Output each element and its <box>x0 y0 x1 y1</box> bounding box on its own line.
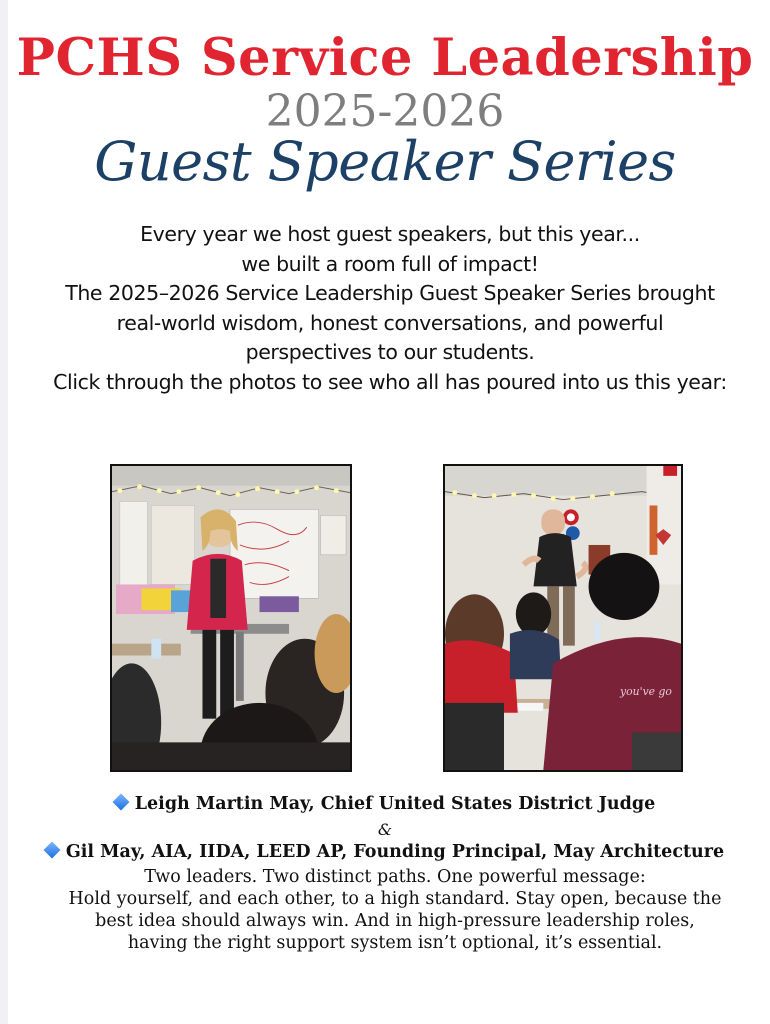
intro-line: perspectives to our students. <box>245 340 535 364</box>
intro-line: we built a room full of impact! <box>241 251 539 276</box>
message-text <box>30 866 760 954</box>
speaker-name-second: Gil May, AIA, IIDA, LEED AP, Founding Principal, May Architecture <box>65 842 725 862</box>
speaker-joiner: & <box>377 820 393 839</box>
speaker-line-second <box>0 842 770 862</box>
year-heading: 2025-2026 <box>265 86 505 137</box>
page-title: PCHS Service Leadership <box>16 28 754 88</box>
blue-diamond-icon <box>112 794 129 811</box>
intro-line: The 2025–2026 Service Leadership Guest Speaker Series brought <box>65 281 715 305</box>
message-line: Hold yourself, and each other, to a high standard. Stay open, because the <box>68 889 722 909</box>
message-line: best idea should always win. And in high-pressure leadership roles, <box>95 911 695 931</box>
message-line: having the right support system isn’t optional, it’s essential. <box>127 933 663 953</box>
series-heading: Guest Speaker Series <box>94 130 676 193</box>
speaker-photo-right[interactable] <box>443 464 683 772</box>
intro-line: real-world wisdom, honest conversations, and powerful <box>116 310 664 335</box>
intro-line: Every year we host guest speakers, but this year... <box>140 222 640 246</box>
intro-text <box>12 220 768 397</box>
speaker-name-first: Leigh Martin May, Chief United States District Judge <box>134 794 656 814</box>
shirt-text: you've go <box>620 684 672 698</box>
intro-line: Click through the photos to see who all has poured into us this year: <box>53 369 727 394</box>
message-line: Two leaders. Two distinct paths. One powerful message: <box>144 867 646 887</box>
blue-diamond-icon <box>43 842 60 859</box>
speaker-line-first <box>0 794 770 814</box>
speaker-photo-classroom-man <box>445 466 681 770</box>
speaker-photo-classroom-woman <box>112 466 350 770</box>
speaker-photo-left[interactable] <box>110 464 352 772</box>
